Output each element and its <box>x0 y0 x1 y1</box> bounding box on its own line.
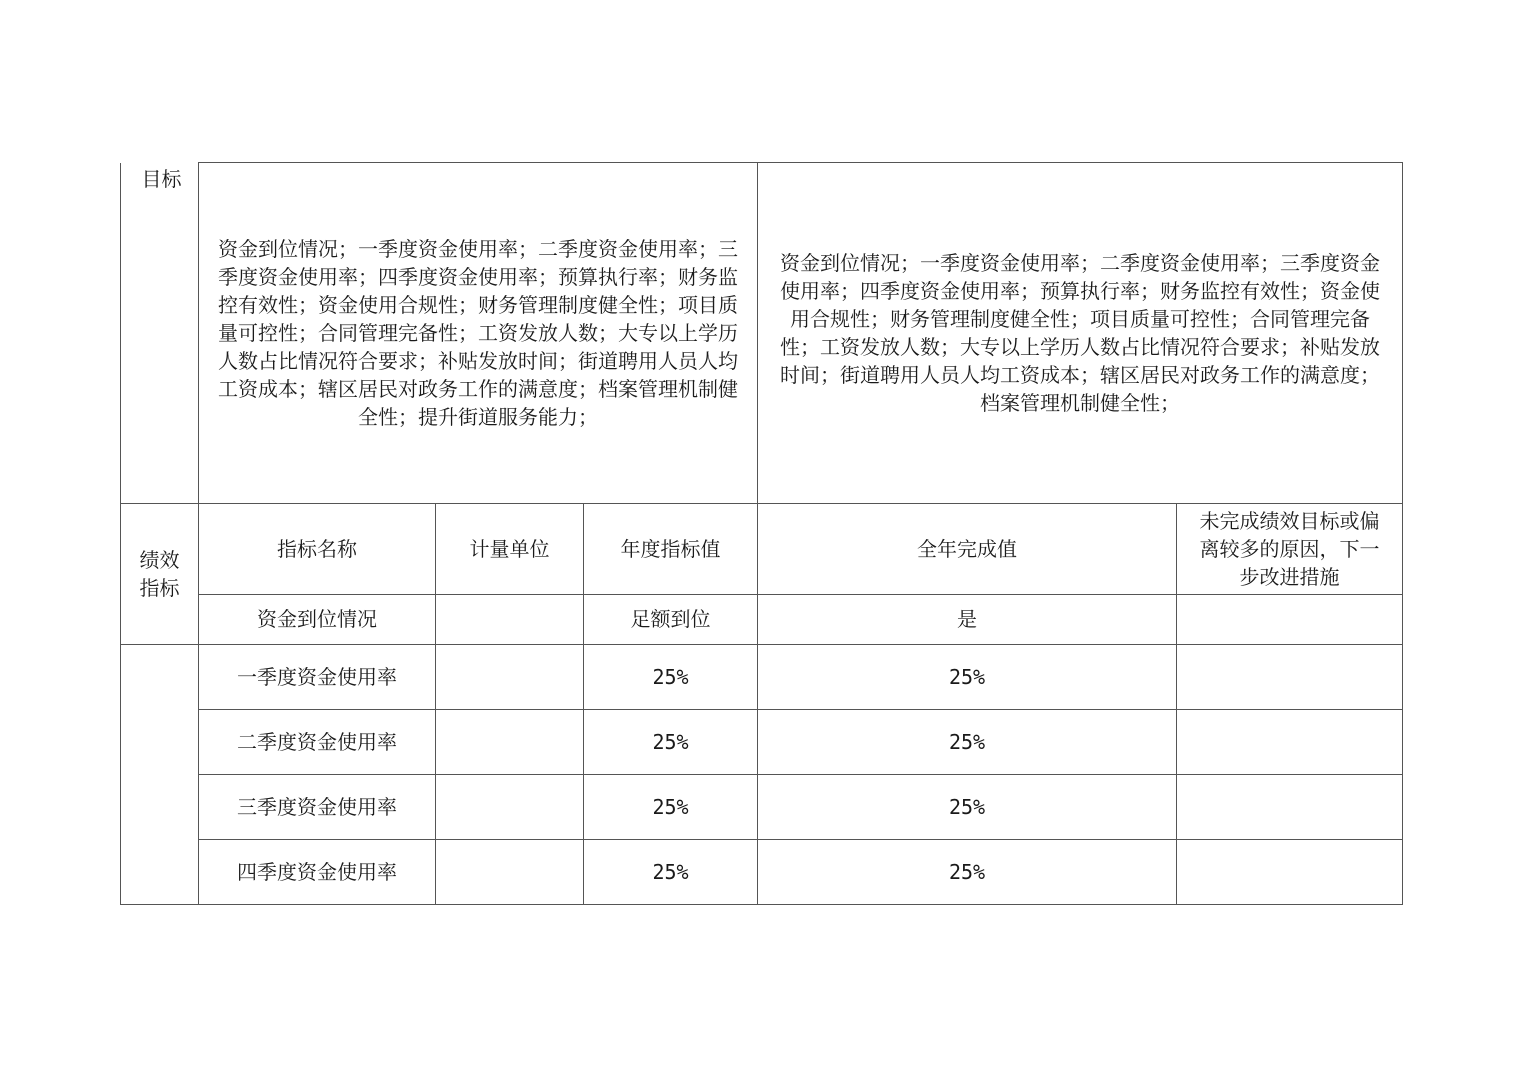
header-unit: 计量单位 <box>436 503 584 594</box>
indicator-unit-cell <box>436 594 584 644</box>
goal-label-cell <box>121 163 199 504</box>
indicator-reason-cell <box>1177 774 1403 839</box>
actual-goal-cell <box>758 163 1403 504</box>
indicator-reason-cell <box>1177 839 1403 904</box>
table-row <box>121 709 1403 774</box>
indicator-target-cell: 25% <box>584 644 758 709</box>
indicator-target-cell: 25% <box>584 839 758 904</box>
indicator-actual-cell: 25% <box>758 774 1177 839</box>
performance-table <box>120 162 1403 905</box>
indicator-target-cell: 25% <box>584 774 758 839</box>
indicator-section-label-cell <box>121 503 199 644</box>
indicator-header-row <box>121 503 1403 594</box>
header-indicator-name: 指标名称 <box>199 503 436 594</box>
table-row <box>121 774 1403 839</box>
indicator-unit-cell <box>436 644 584 709</box>
indicator-actual-cell: 25% <box>758 839 1177 904</box>
indicator-actual-cell: 25% <box>758 644 1177 709</box>
table-row <box>121 644 1403 709</box>
indicator-name-cell: 四季度资金使用率 <box>199 839 436 904</box>
table-row <box>121 839 1403 904</box>
table-row <box>121 594 1403 644</box>
planned-goal-cell <box>199 163 758 504</box>
actual-goal-text: 资金到位情况；一季度资金使用率；二季度资金使用率；三季度资金使用率；四季度资金使用率；预算执行率；财务监控有效性；资金使用合规性；财务管理制度健全性；项目质量可控性；合同管理完备性；工资发放人数；大专以上学历人数占比情况符合要求；补贴发放时间；街道聘用人员人均工资成本；辖区居民对政务工作的满意度；档案管理机制健全性； <box>780 250 1380 415</box>
header-reason: 未完成绩效目标或偏离较多的原因，下一步改进措施 <box>1199 508 1380 589</box>
header-actual-value: 全年完成值 <box>758 503 1177 594</box>
empty-section-cell <box>121 644 199 904</box>
indicator-name-cell: 三季度资金使用率 <box>199 774 436 839</box>
indicator-actual-cell: 是 <box>758 594 1177 644</box>
indicator-target-cell: 足额到位 <box>584 594 758 644</box>
indicator-section-label: 绩效指标 <box>139 547 180 600</box>
indicator-unit-cell <box>436 709 584 774</box>
planned-goal-text: 资金到位情况；一季度资金使用率；二季度资金使用率；三季度资金使用率；四季度资金使用率；预算执行率；财务监控有效性；资金使用合规性；财务管理制度健全性；项目质量可控性；合同管理完备性；工资发放人数；大专以上学历人数占比情况符合要求；补贴发放时间；街道聘用人员人均工资成本；辖区居民对政务工作的满意度；档案管理机制健全性；提升街道服务能力； <box>218 236 738 429</box>
indicator-reason-cell <box>1177 644 1403 709</box>
indicator-target-cell: 25% <box>584 709 758 774</box>
indicator-name-cell: 资金到位情况 <box>199 594 436 644</box>
indicator-unit-cell <box>436 774 584 839</box>
indicator-actual-cell: 25% <box>758 709 1177 774</box>
goal-row <box>121 163 1403 504</box>
document-page <box>120 162 1402 905</box>
indicator-unit-cell <box>436 839 584 904</box>
indicator-name-cell: 一季度资金使用率 <box>199 644 436 709</box>
indicator-reason-cell <box>1177 709 1403 774</box>
header-annual-target: 年度指标值 <box>584 503 758 594</box>
indicator-reason-cell <box>1177 594 1403 644</box>
header-reason-cell <box>1177 503 1403 594</box>
indicator-name-cell: 二季度资金使用率 <box>199 709 436 774</box>
goal-label: 目标 <box>141 166 182 191</box>
